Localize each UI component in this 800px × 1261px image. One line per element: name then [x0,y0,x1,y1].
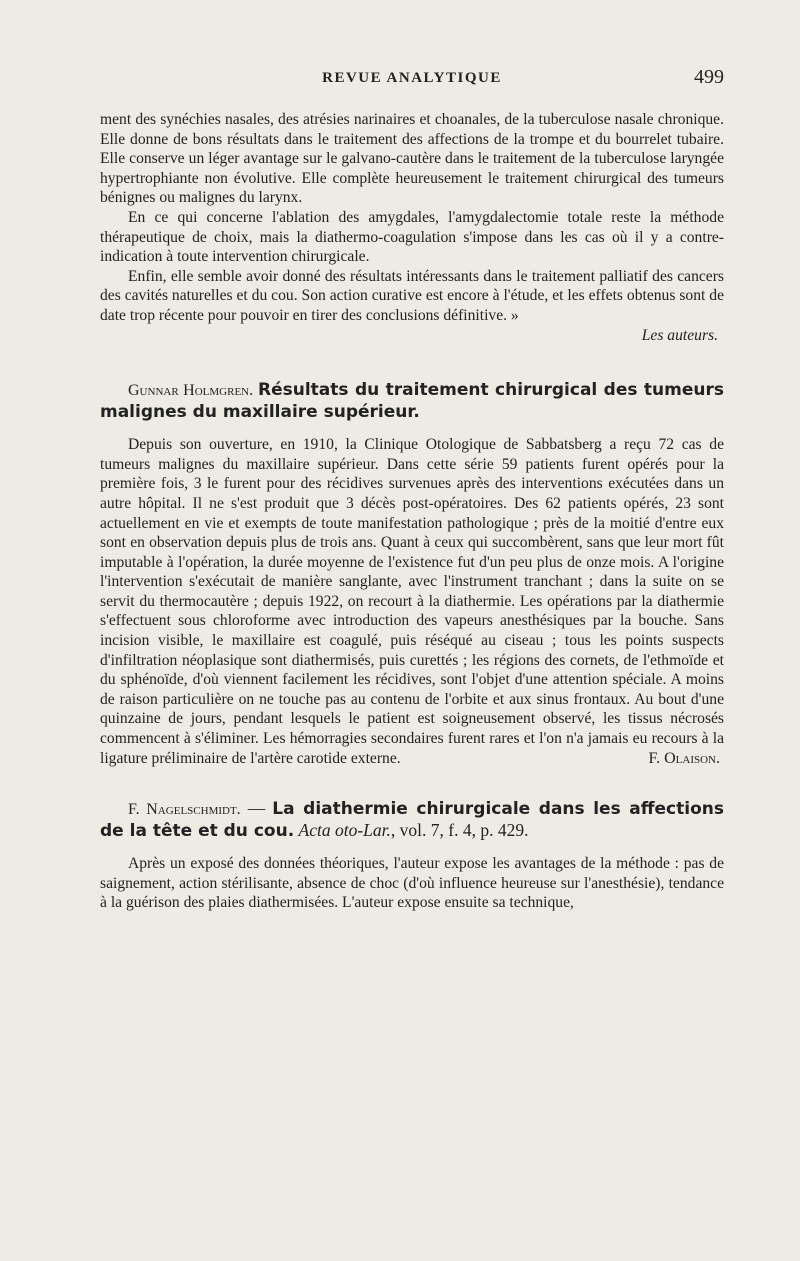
signature: F. Olaison. [648,749,720,767]
review-heading [100,798,724,842]
signature: Les auteurs. [641,326,718,344]
paragraph: Après un exposé des données théoriques, l'auteur expose les avantages de la méthode : pas de saignement, action stérilisante, absence de choc (d'où influence heureuse sur l'anesthésie), tendance à la guérison des plaies diathermisées. L'auteur expose ensuite sa technique, [100,855,724,912]
page-number: 499 [694,66,724,88]
article-title: La diathermie chirurgicale dans les affections de la tête et du cou. [100,799,724,842]
paragraph: ment des synéchies nasales, des atrésies narinaires et choanales, de la tuberculose nasale chronique. Elle donne de bons résultats dans le traitement des affections de la trompe et du bourrelet tubaire. Elle conserve un léger avantage sur le galvano-cautère dans le traitement de la tuberculose laryngée hypertrophiante non évolutive. Elle complète heureusement le traitement chirurgical des tumeurs bénignes ou malignes du larynx. [100,111,724,207]
author-name: F. Nagelschmidt. [128,801,241,819]
article-title: Résultats du traitement chirurgical des tumeurs malignes du maxillaire supérieur. [100,380,725,423]
review-heading [100,379,724,423]
page-header [100,66,724,96]
journal-name: Acta oto-Lar. [298,820,391,841]
author-name: Gunnar Holmgren. [128,382,254,400]
running-head: REVUE ANALYTIQUE [322,70,502,86]
article-body [100,110,724,913]
paragraph: Depuis son ouverture, en 1910, la Clinique Otologique de Sabbatsberg a reçu 72 cas de tumeurs malignes du maxillaire supérieur. Dans cette série 59 patients furent opérés pour la première fois, 3 le furent pour des récidives survenues après des interventions exécutées dans un autre hôpital. Il ne s'est produit que 3 décès post-opératoires. Des 62 patients opérés, 23 sont actuellement en vie et exempts de toute manifestation pathologique ; près de la moitié d'entre eux sont en observation depuis plus de trois ans. Quant à ceux qui succombèrent, sans que leur mort fût imputable à l'opération, la durée moyenne de l'existence fut d'un peu plus de onze mois. A l'origine l'intervention s'exécutait de manière sanglante, avec l'instrument tranchant ; dans la suite on se servit du thermocautère ; depuis 1922, on recourt à la diathermie. Les opérations par la diathermie s'effectuent sous chloroforme avec introduction des vapeurs anesthésiques par la bouche. Sans incision visible, le maxillaire est coagulé, puis réséqué au ciseau ; tous les points suspects d'infiltration néoplasique sont diathermisés, puis curettés ; les régions des cornets, de l'ethmoïde et du sphénoïde, d'où viennent facilement les récidives, sont l'objet d'une attention spéciale. A moins de raison particulière on ne touche pas au contenu de l'orbite et aux sinus frontaux. Au bout d'une quinzaine de jours, pendant lesquels le patient est soigneusement observé, les tissus nécrosés commencent à s'éliminer. Les hémorragies secondaires furent rares et l'on n'a jamais eu recours à la ligature préliminaire de l'artère carotide externe. [100,436,724,767]
paragraph: En ce qui concerne l'ablation des amygdales, l'amygdalectomie totale reste la méthode thérapeutique de choix, mais la diathermo-coagulation s'impose dans les cas où il y a contre-indication à toute intervention chirurgicale. [100,208,724,266]
paragraph: Enfin, elle semble avoir donné des résultats intéressants dans le traitement palliatif des cancers des cavités naturelles et du cou. Son action curative est encore à l'étude, et les effets obtenus sont de date trop récente pour pouvoir en tirer des conclusions définitive. » [100,267,724,324]
citation: , vol. 7, f. 4, p. 429. [390,820,529,841]
dash: — [240,798,273,819]
